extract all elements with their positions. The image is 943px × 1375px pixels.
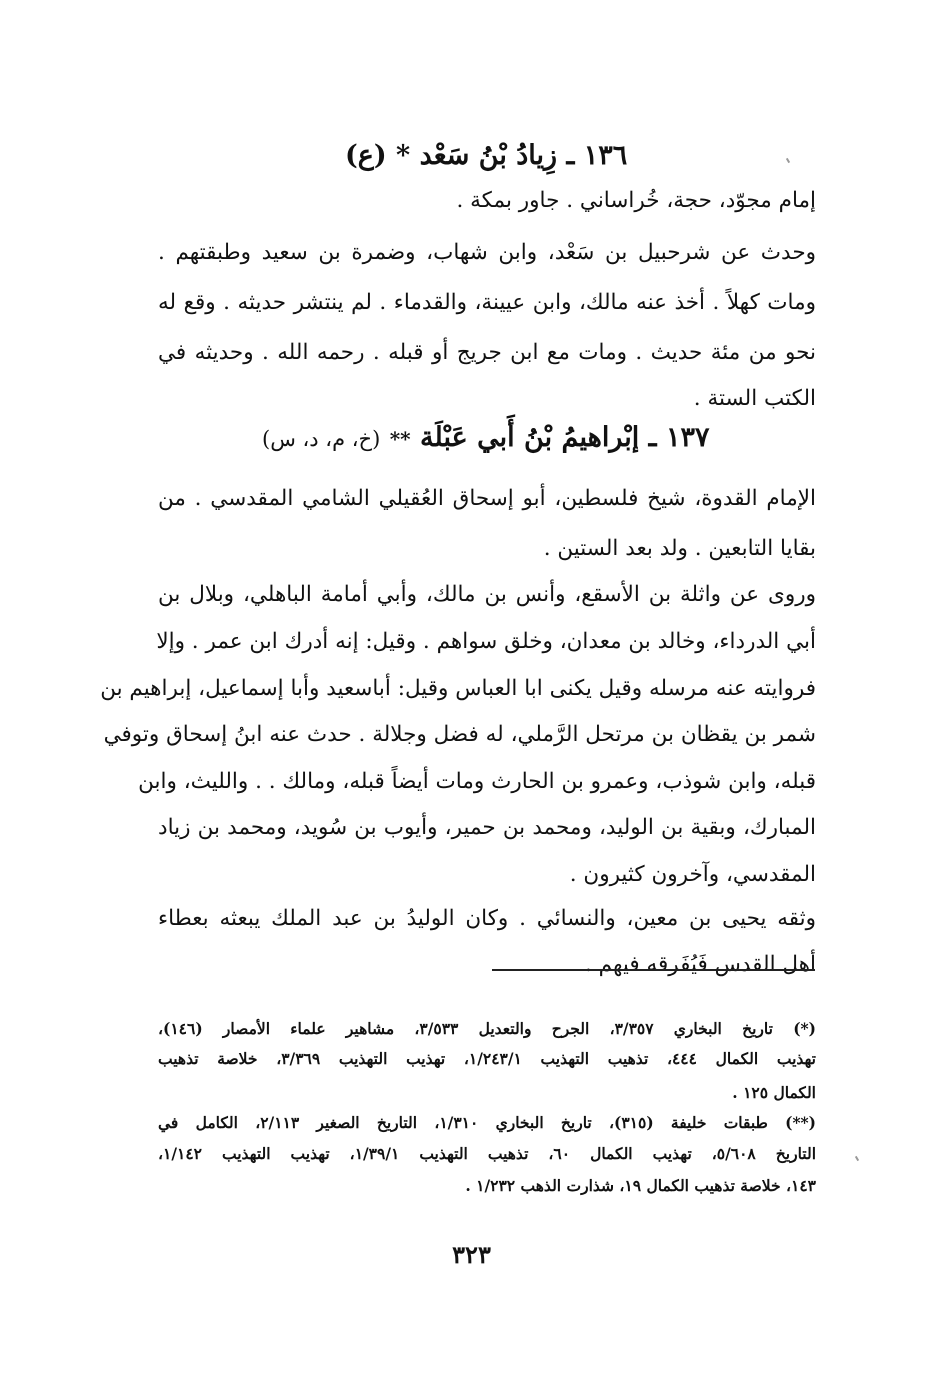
footnote-1-line-1: (*) تاريخ البخاري ٣/٣٥٧، الجرح والتعديل ٣/٥٣٣، مشاهير علماء الأمصار (١٤٦)،	[158, 1019, 816, 1038]
entry-137-heading	[262, 422, 710, 453]
footnote-2-line-3: ١٤٣، خلاصة تذهيب الكمال ١٩، شذارت الذهب ١/٢٣٢ .	[465, 1176, 816, 1195]
footnote-separator	[492, 969, 815, 971]
entry-137-line-10: وثقه يحيى بن معين، والنسائي . وكان الوليدُ بن عبد الملك يبعثه بعطاء	[158, 906, 816, 931]
scan-speck	[855, 1156, 859, 1161]
entry-137-footnote-mark: **	[389, 427, 411, 451]
entry-136-line-1: إمام مجوّد، حجة، خُراساني . جاور بمكة .	[456, 188, 816, 213]
entry-137-line-7: قبله، وابن شوذب، وعمرو بن الحارث ومات أيضاً قبله، ومالك . . والليث، وابن	[138, 769, 816, 794]
entry-137-line-6: شمر بن يقظان بن مرتحل الرَّملي، له فضل وجلالة . حدث عنه ابنُ إسحاق وتوفي	[103, 722, 816, 747]
entry-136-heading	[345, 140, 627, 171]
footnote-1-line-3: الكمال ١٢٥ .	[732, 1083, 816, 1102]
footnote-2-line-1: (**) طبقات خليفة (٣١٥)، تاريخ البخاري ١/٣١٠، التاريخ الصغير ٢/١١٣، الكامل في	[158, 1113, 816, 1132]
entry-137-line-2: بقايا التابعين . ولد بعد الستين .	[543, 536, 816, 561]
footnote-1-line-2: تهذيب الكمال ٤٤٤، تذهيب التهذيب ١/٢٤٣/١، تهذيب التهذيب ٣/٣٦٩، خلاصة تذهيب	[158, 1049, 816, 1068]
footnote-2-line-2: التاريخ ٥/٦٠٨، تهذيب الكمال ٦٠، تذهيب التهذيب ١/٣٩/١، تهذيب التهذيب ١/١٤٢،	[158, 1144, 816, 1163]
entry-137-line-3: وروى عن واثلة بن الأسقع، وأنس بن مالك، وأبي أمامة الباهلي، وبلال بن	[158, 582, 816, 607]
entry-137-sources-tag: (خ، م، د، س)	[262, 427, 381, 451]
page-number: ٣٢٣	[452, 1240, 491, 1269]
entry-136-line-4: نحو من مئة حديث . ومات مع ابن جريج أو قبله . رحمه الله . وحديثه في	[158, 340, 816, 365]
entry-137-line-9: المقدسي، وآخرون كثيرون .	[569, 862, 816, 887]
entry-136-line-2: وحدث عن شرحبيل بن سَعْد، وابن شهاب، وضمرة بن سعيد وطبقتهم .	[158, 240, 816, 265]
entry-137-line-1: الإمام القدوة، شيخ فلسطين، أبو إسحاق العُقيلي الشامي المقدسي . من	[158, 486, 816, 511]
entry-137-line-11: أهل القدس فَيُفَرقه فيهم .	[585, 952, 816, 977]
entry-137-title: ١٣٧ ـ إبْراهيمُ بْنُ أَبي عَبْلَة	[420, 422, 710, 453]
entry-137-line-5: فروايته عنه مرسله وقيل يكنى ابا العباس وقيل: أباسعيد وأبا إسماعيل، إبراهيم بن	[100, 676, 816, 701]
entry-137-line-8: المبارك، وبقية بن الوليد، ومحمد بن حمير، وأيوب بن سُويد، ومحمد بن زياد	[158, 815, 816, 840]
entry-136-title: ١٣٦ ـ زِيادُ بْنُ سَعْد * (ع)	[345, 140, 628, 171]
entry-136-line-3: ومات كهلاً . أخذ عنه مالك، وابن عيينة، والقدماء . لم ينتشر حديثه . وقع له	[158, 290, 816, 315]
entry-136-line-5: الكتب الستة .	[693, 386, 816, 411]
scan-speck	[786, 158, 790, 163]
entry-137-line-4: أبي الدرداء، وخالد بن معدان، وخلق سواهم . وقيل: إنه أدرك ابن عمر . وإلا	[156, 629, 816, 654]
